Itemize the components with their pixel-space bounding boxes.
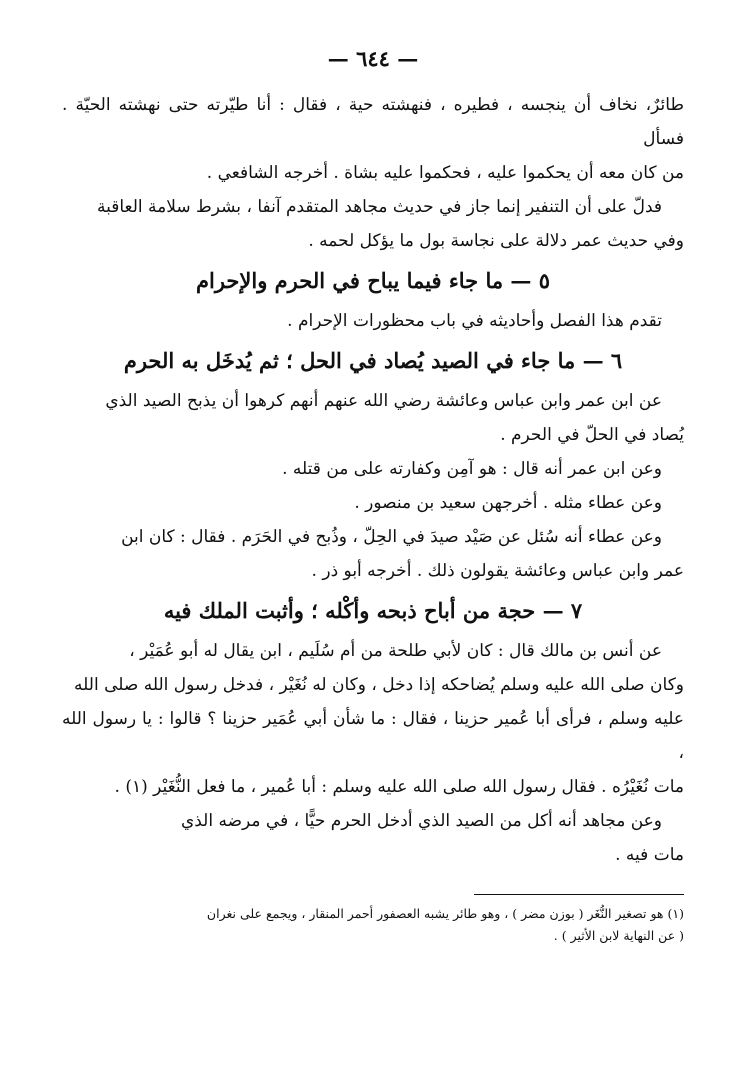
text-line: عن أنس بن مالك قال : كان لأبي طلحة من أم سُلَيم ، ابن يقال له أبو عُمَيْر ،	[129, 641, 662, 661]
text-line: عمر وابن عباس وعائشة يقولون ذلك . أخرجه أبو ذر .	[311, 561, 684, 581]
text-line: من كان معه أن يحكموا عليه ، فحكموا عليه بشاة . أخرجه الشافعي .	[206, 163, 684, 183]
text-line: فدلّ على أن التنفير إنما جاز في حديث مجاهد المتقدم آنفا ، بشرط سلامة العاقبة	[96, 197, 662, 217]
text-line: تقدم هذا الفصل وأحاديثه في باب محظورات الإحرام .	[287, 311, 662, 331]
text-line: وكان صلى الله عليه وسلم يُضاحكه إذا دخل ، وكان له نُغَيْر ، فدخل رسول الله صلى الله	[74, 675, 684, 695]
text-line: يُصاد في الحلّ في الحرم .	[500, 425, 684, 445]
text-line: وعن عطاء أنه سُئل عن صَيْد صيدَ في الحِلّ ، وذُبح في الحَرَم . فقال : كان ابن	[121, 527, 662, 547]
footnote-divider	[474, 894, 684, 895]
text-line: مات نُغَيْرُه . فقال رسول الله صلى الله عليه وسلم : أبا عُمير ، ما فعل النُّغَيْر (١) .	[114, 777, 684, 797]
footnote-line: (١) هو تصغير النُّغَر ( بوزن مضر ) ، وهو طائر يشبه العصفور أحمر المنقار ، ويجمع على نغران	[206, 906, 684, 921]
text-line: عن ابن عمر وابن عباس وعائشة رضي الله عنهم أنهم كرهوا أن يذبح الصيد الذي	[105, 391, 662, 411]
section-heading-5: ٥ — ما جاء فيما يباح في الحرم والإحرام	[196, 268, 550, 293]
section-heading-7: ٧ — حجة من أباح ذبحه وأكْله ؛ وأثبت الملك فيه	[163, 598, 583, 623]
text-line: طائرٌ، نخاف أن ينجسه ، فطيره ، فنهشته حية ، فقال : أنا طيّرته حتى نهشته الحيّة . فسأل	[62, 95, 684, 149]
section-heading-6: ٦ — ما جاء في الصيد يُصاد في الحل ؛ ثم يُدخَل به الحرم	[123, 348, 623, 373]
footnote-line: ( عن النهاية لابن الأثير ) .	[553, 928, 684, 943]
page-number: — ٦٤٤ —	[327, 46, 419, 71]
text-line: مات فيه .	[615, 845, 684, 865]
text-line: وعن ابن عمر أنه قال : هو آمِن وكفارته على من قتله .	[282, 459, 662, 479]
text-line: عليه وسلم ، فرأى أبا عُمير حزينا ، فقال : ما شأن أبي عُمَير حزينا ؟ قالوا : يا رسول الله ،	[62, 709, 684, 763]
text-line: وعن مجاهد أنه أكل من الصيد الذي أدخل الحرم حيًّا ، في مرضه الذي	[180, 811, 662, 831]
text-line: وفي حديث عمر دلالة على نجاسة بول ما يؤكل لحمه .	[308, 231, 684, 251]
text-line: وعن عطاء مثله . أخرجهن سعيد بن منصور .	[354, 493, 662, 513]
